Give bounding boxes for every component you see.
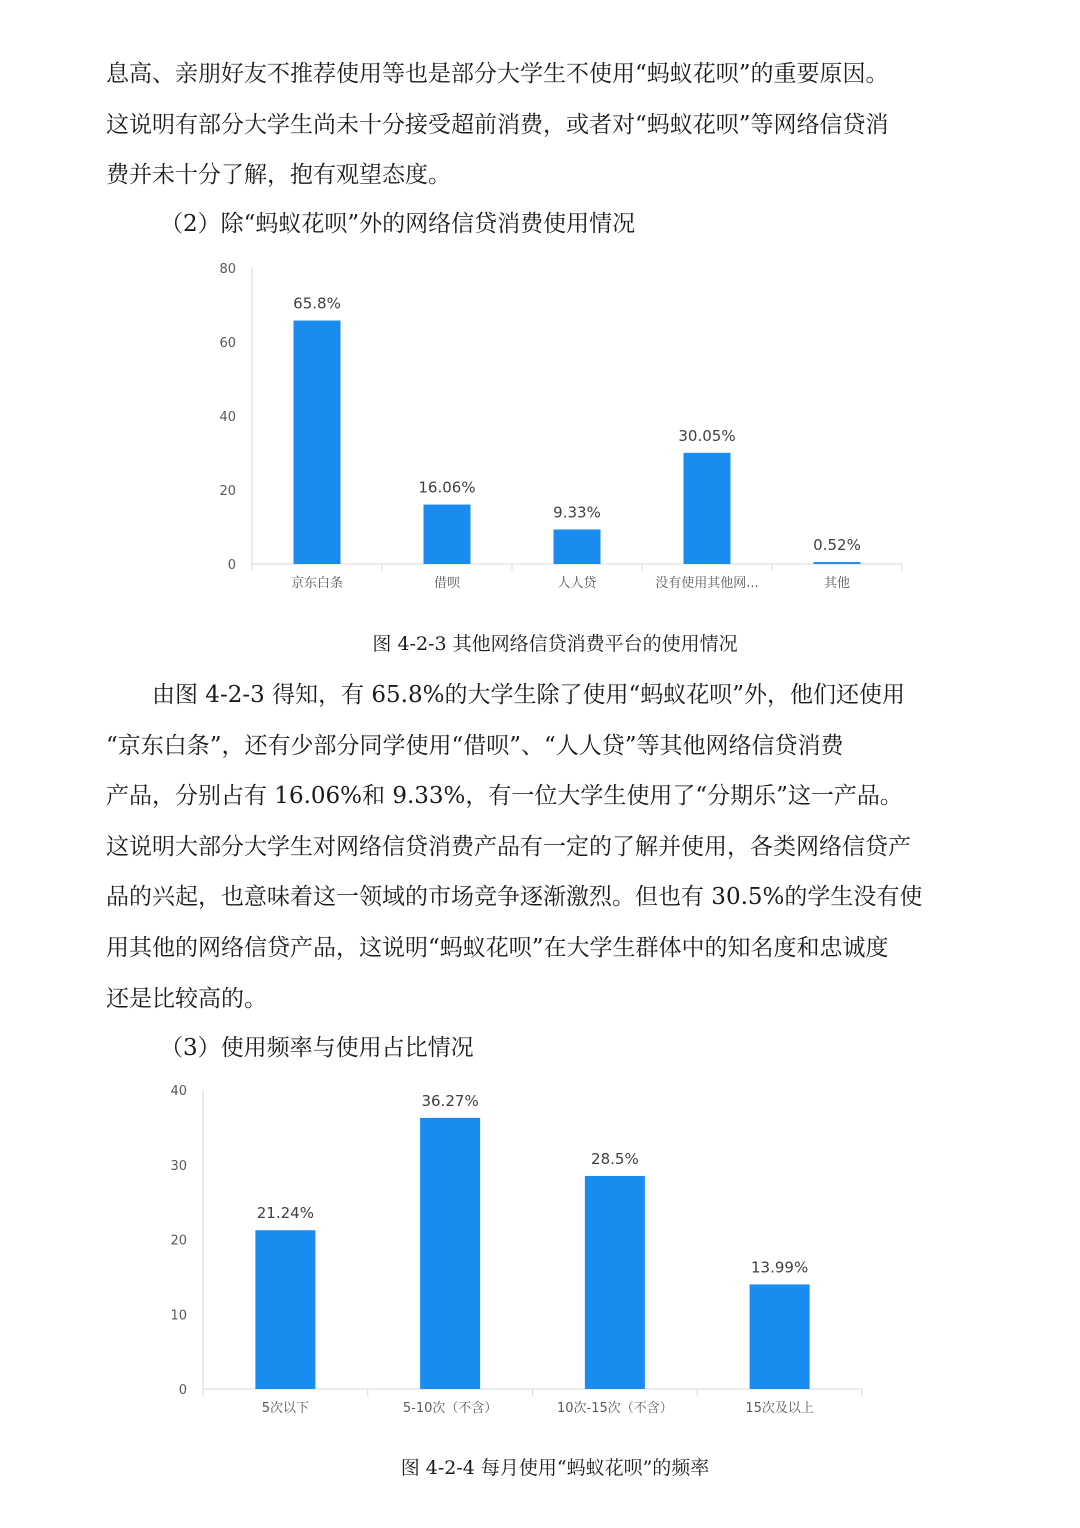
bar	[684, 453, 731, 564]
data-label: 0.52%	[813, 536, 861, 555]
analysis-paragraph	[106, 670, 966, 1024]
y-tick-label: 0	[227, 558, 236, 573]
data-label: 16.06%	[418, 478, 476, 497]
data-label: 21.24%	[256, 1204, 314, 1223]
y-tick-label: 10	[170, 1308, 187, 1324]
y-tick-label: 40	[219, 410, 236, 425]
chart-other-credit-platforms	[0, 258, 1080, 593]
text-line: 品的兴起，也意味着这一领域的市场竞争逐渐激烈。但也有 30.5%的学生没有使	[106, 884, 923, 911]
text-line: 由图 4-2-3 得知，有 65.8%的大学生除了使用“蚂蚁花呗”外，他们还使用	[152, 682, 905, 708]
bar	[294, 321, 341, 564]
category-label: 没有使用其他网...	[655, 576, 759, 591]
intro-paragraph	[106, 49, 966, 201]
bar	[585, 1176, 645, 1389]
data-label: 36.27%	[421, 1091, 479, 1110]
section-heading-3: （3）使用频率与使用占比情况	[160, 1035, 474, 1061]
text-line: 还是比较高的。	[106, 985, 267, 1012]
y-tick-label: 20	[170, 1233, 187, 1249]
text-line: 产品，分别占有 16.06%和 9.33%，有一位大学生使用了“分期乐”这一产品。	[106, 783, 903, 810]
category-label: 10次-15次（不含）	[556, 1401, 673, 1416]
data-label: 28.5%	[591, 1149, 639, 1168]
text-line: “京东白条”，还有少部分同学使用“借呗”、“人人贷”等其他网络信贷消费	[106, 732, 844, 759]
category-label: 5-10次（不含）	[402, 1401, 498, 1416]
figure-caption-4-2-3: 图 4-2-3 其他网络信贷消费平台的使用情况	[372, 633, 738, 655]
text-line: 这说明有部分大学生尚未十分接受超前消费，或者对“蚂蚁花呗”等网络信贷消	[106, 111, 889, 138]
data-label: 13.99%	[751, 1258, 809, 1277]
text-line: 这说明大部分大学生对网络信贷消费产品有一定的了解并使用，各类网络信贷产	[106, 833, 911, 860]
category-label: 人人贷	[557, 576, 597, 591]
bar	[750, 1284, 810, 1389]
bar	[420, 1118, 480, 1389]
y-tick-label: 0	[178, 1383, 187, 1398]
category-label: 5次以下	[261, 1401, 310, 1416]
data-label: 9.33%	[553, 503, 601, 522]
data-label: 30.05%	[678, 426, 736, 445]
y-tick-label: 60	[219, 336, 236, 351]
figure-caption-4-2-4: 图 4-2-4 每月使用“蚂蚁花呗”的频率	[400, 1457, 710, 1479]
category-label: 借呗	[433, 576, 461, 591]
bar	[554, 529, 601, 564]
chart-monthly-usage-frequency	[0, 1078, 1080, 1423]
data-label: 65.8%	[293, 294, 341, 313]
category-label: 其他	[823, 576, 851, 591]
bar	[255, 1230, 315, 1389]
y-tick-label: 30	[170, 1158, 187, 1174]
bar	[424, 505, 471, 564]
y-tick-label: 80	[219, 262, 236, 277]
y-tick-label: 20	[219, 484, 236, 499]
category-label: 15次及以上	[745, 1401, 814, 1416]
category-label: 京东白条	[290, 576, 344, 591]
text-line: 费并未十分了解，抱有观望态度。	[106, 162, 451, 189]
text-line: 用其他的网络信贷产品，这说明“蚂蚁花呗”在大学生群体中的知名度和忠诚度	[106, 934, 889, 961]
bar	[814, 562, 861, 564]
text-line: 息高、亲朋好友不推荐使用等也是部分大学生不使用“蚂蚁花呗”的重要原因。	[106, 61, 889, 87]
section-heading-2: （2）除“蚂蚁花呗”外的网络信贷消费使用情况	[160, 211, 636, 237]
y-tick-label: 40	[170, 1084, 187, 1099]
